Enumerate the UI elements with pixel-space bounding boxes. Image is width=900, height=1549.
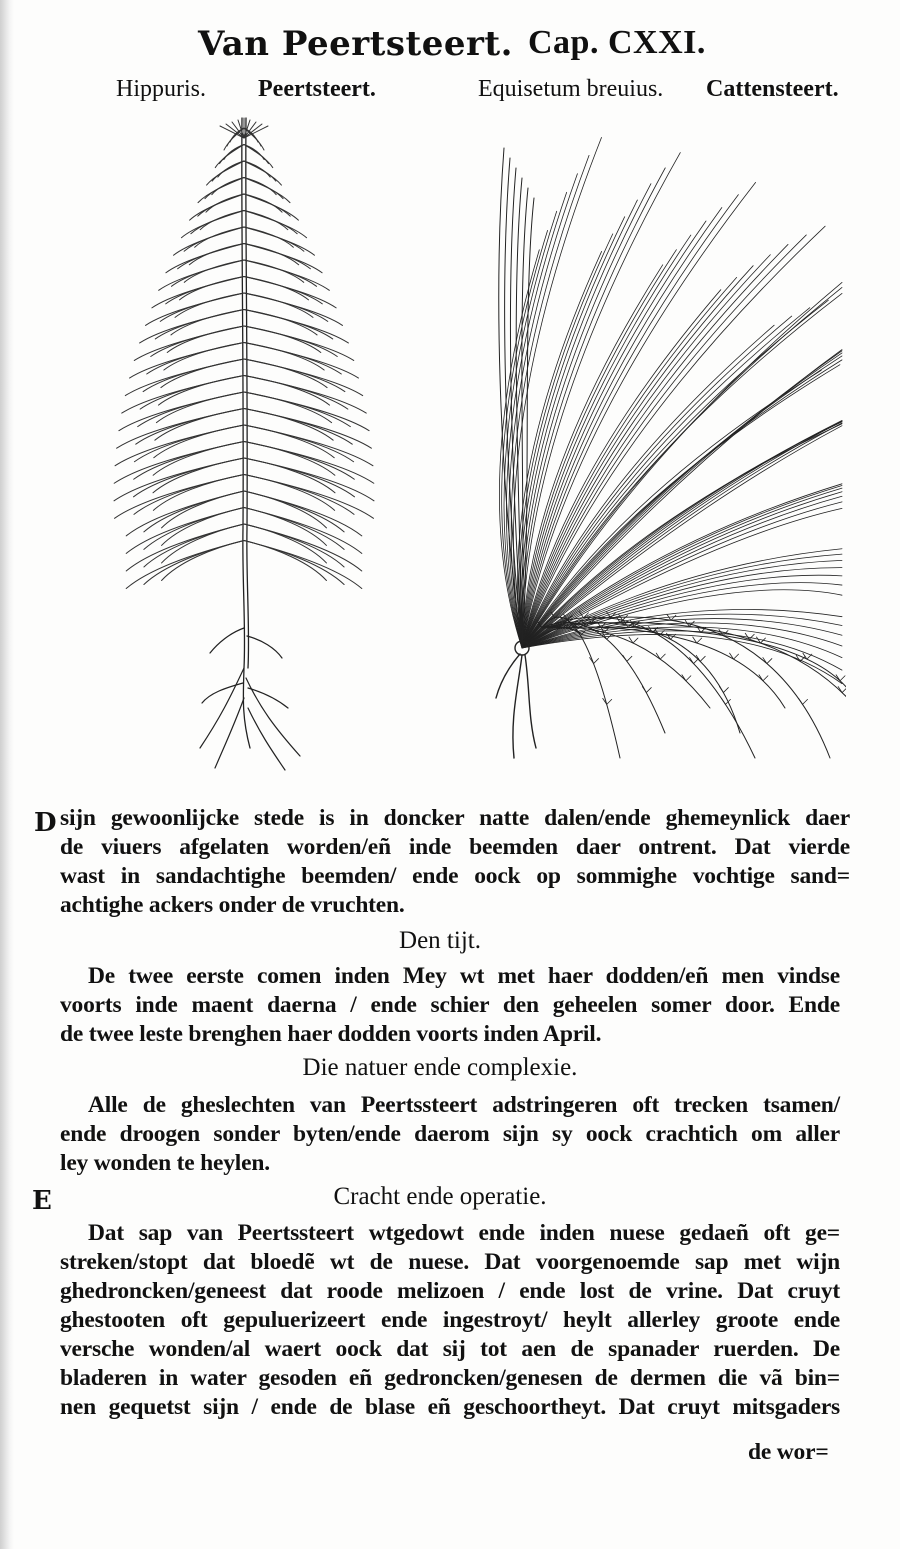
section-natuer-text (88, 1091, 840, 1120)
section-heading-natuer: Die natuer ende complexie. (302, 1054, 578, 1081)
text-line: ley wonden te heylen. (60, 1150, 270, 1176)
running-head-title: Van Peertsteert. (198, 24, 513, 64)
drop-initial-d: D (34, 808, 57, 838)
section-tijt-text-cont (60, 991, 840, 1049)
text-line: Alle de gheslechten van Peertssteert adstringeren oft trecken tsamen/ (88, 1092, 840, 1118)
text-line: De twee eerste comen inden Mey wt met haer dodden/eñ men vindse (88, 963, 840, 989)
section-heading-tijt: Den tijt. (399, 927, 481, 954)
text-line: Dat sap van Peertssteert wtgedowt ende inden nuese gedaeñ oft ge= (88, 1220, 840, 1246)
text-line: achtighe ackers onder de vruchten. (60, 892, 405, 918)
text-line: ghestooten oft gepuluerizeert ende ingestroyt/ heylt allerley groote ende (60, 1307, 840, 1333)
figure-1-latin-caption: Hippuris. (116, 76, 206, 102)
section-plaats-text (60, 804, 850, 920)
text-line: streken/stopt dat bloedẽ wt de nuese. Dat voorgenoemde sap met wijn (60, 1249, 840, 1275)
text-line: wast in sandachtighe beemden/ ende oock op sommighe vochtige sand= (60, 863, 850, 889)
section-cracht-text-cont (60, 1248, 840, 1422)
figure-2-vernacular-caption: Cattensteert. (706, 76, 839, 102)
section-natuer-text-cont (60, 1120, 840, 1178)
figure-1-vernacular-caption: Peertsteert. (258, 76, 376, 102)
woodcut-hippuris-illustration (110, 108, 390, 778)
text-line: ghedroncken/geneest dat roode melizoen / ende lost de vrine. Dat cruyt (60, 1278, 840, 1304)
running-head-chapter: Cap. CXXI. (528, 24, 706, 61)
catchword: de wor= (748, 1439, 829, 1465)
woodcut-equisetum-illustration (470, 108, 846, 778)
text-line: de twee leste brenghen haer dodden voorts inden April. (60, 1021, 602, 1047)
text-line: voorts inde maent daerna / ende schier den geheelen somer door. Ende (60, 992, 840, 1018)
section-tijt-text (88, 962, 840, 991)
text-line: nen gequetst sijn / ende de blase eñ geschoortheyt. Dat cruyt mitsgaders (60, 1394, 840, 1420)
text-line: versche wonden/al waert oock dat sij tot aen de spanader ruerden. De (60, 1336, 840, 1362)
text-line: sijn gewoonlijcke stede is in doncker natte dalen/ende ghemeynlick daer (60, 805, 850, 831)
text-line: bladeren in water gesoden eñ gedroncken/genesen de dermen die vã bin= (60, 1365, 840, 1391)
drop-initial-e: E (32, 1186, 52, 1216)
text-line: de viuers afgelaten worden/eñ inde beemden daer ontrent. Dat vierde (60, 834, 850, 860)
section-cracht-text (88, 1219, 840, 1248)
text-line: ende droogen sonder byten/ende daerom sijn sy oock crachtich om aller (60, 1121, 840, 1147)
section-heading-cracht: Cracht ende operatie. (333, 1183, 547, 1210)
page-gutter-shadow (0, 0, 14, 1549)
figure-2-latin-caption: Equisetum breuius. (478, 76, 664, 102)
